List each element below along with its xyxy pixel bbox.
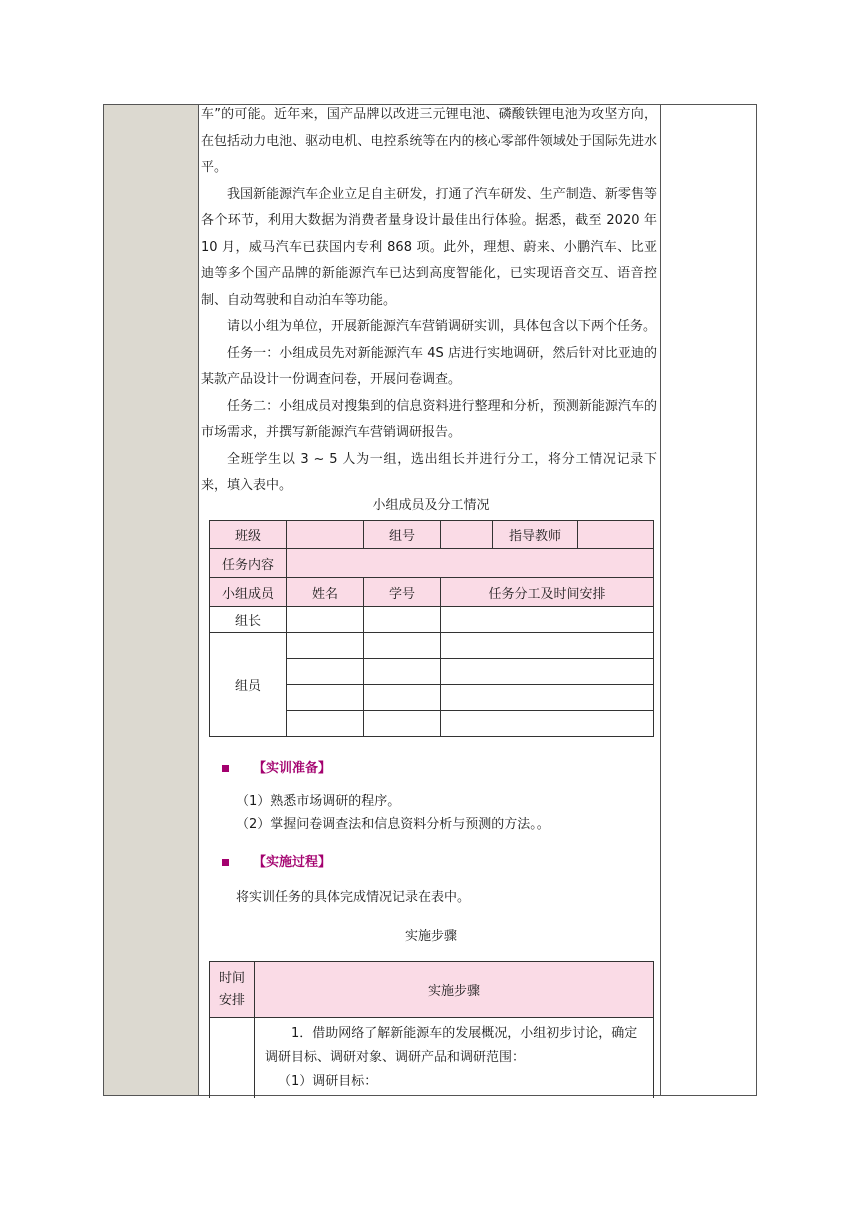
table-cell[interactable]	[287, 711, 364, 737]
left-column	[104, 105, 199, 1095]
process-heading-text: 【实施过程】	[253, 855, 332, 870]
table-cell[interactable]	[364, 711, 441, 737]
prep-item: （1）熟悉市场调研的程序。	[236, 794, 401, 809]
group-no-value[interactable]	[441, 521, 493, 549]
time-header	[210, 962, 255, 1018]
step-1-sub: （1）调研目标：	[278, 1074, 378, 1089]
member-label: 组员	[210, 633, 287, 737]
process-heading	[222, 851, 331, 870]
time-header-text: 时间安排	[218, 970, 245, 1008]
time-cell[interactable]	[210, 1018, 255, 1098]
table-cell[interactable]	[441, 711, 654, 737]
right-column	[660, 105, 756, 1095]
table-cell[interactable]	[364, 685, 441, 711]
name-header: 姓名	[287, 578, 364, 607]
task-label: 任务内容	[210, 549, 287, 578]
members-label: 小组成员	[210, 578, 287, 607]
table-cell[interactable]	[364, 659, 441, 685]
square-bullet-icon	[222, 859, 229, 866]
paragraph: 全班学生以 3 ~ 5 人为一组，选出组长并进行分工，将分工情况记录下来，填入表中。	[201, 451, 657, 493]
steps-header: 实施步骤	[255, 962, 654, 1018]
class-label: 班级	[210, 521, 287, 549]
prep-heading	[222, 757, 331, 776]
table-cell[interactable]	[441, 659, 654, 685]
prep-heading-text: 【实训准备】	[253, 761, 332, 776]
id-header: 学号	[364, 578, 441, 607]
table-cell[interactable]	[441, 685, 654, 711]
task-value[interactable]	[287, 549, 654, 578]
table-cell[interactable]	[364, 633, 441, 659]
steps-table	[209, 961, 654, 1098]
paragraph: 请以小组为单位，开展新能源汽车营销调研实训，具体包含以下两个任务。	[227, 319, 657, 334]
table-cell[interactable]	[441, 633, 654, 659]
main-content	[201, 104, 657, 500]
steps-cell[interactable]	[255, 1018, 654, 1098]
step-1: 1．借助网络了解新能源车的发展概况，小组初步讨论，确定调研目标、调研对象、调研产品和调研范围：	[265, 1026, 638, 1065]
table-cell[interactable]	[287, 607, 364, 633]
group-table-caption: 小组成员及分工情况	[372, 498, 490, 513]
steps-caption: 实施步骤	[404, 929, 457, 944]
division-header: 任务分工及时间安排	[441, 578, 654, 607]
table-cell[interactable]	[441, 607, 654, 633]
paragraph: 任务二：小组成员对搜集到的信息资料进行整理和分析，预测新能源汽车的市场需求，并撰写新能源汽车营销调研报告。	[201, 398, 657, 440]
table-cell[interactable]	[364, 607, 441, 633]
teacher-value[interactable]	[578, 521, 654, 549]
table-cell[interactable]	[287, 633, 364, 659]
table-cell[interactable]	[287, 685, 364, 711]
class-value[interactable]	[287, 521, 364, 549]
teacher-label: 指导教师	[493, 521, 578, 549]
paragraph: 车”的可能。近年来，国产品牌以改进三元锂电池、磷酸铁锂电池为攻坚方向，在包括动力电池、驱动电机、电控系统等在内的核心零部件领域处于国际先进水平。	[201, 107, 657, 175]
table-cell[interactable]	[287, 659, 364, 685]
square-bullet-icon	[222, 765, 229, 772]
process-intro: 将实训任务的具体完成情况记录在表中。	[236, 890, 471, 905]
group-table	[209, 520, 654, 737]
group-no-label: 组号	[364, 521, 441, 549]
paragraph: 我国新能源汽车企业立足自主研发，打通了汽车研发、生产制造、新零售等各个环节，利用大数据为消费者量身设计最佳出行体验。据悉，截至 2020 年 10 月，威马汽车已获国内专利 868 项。此外，理想、蔚来、小鹏汽车、比亚迪等多个国产品牌的新能源汽车已达到高度智能化，已实现语音交互、语音控制、自动驾驶和自动泊车等功能。	[201, 186, 657, 308]
leader-label: 组长	[210, 607, 287, 633]
prep-item: （2）掌握问卷调查法和信息资料分析与预测的方法。。	[236, 817, 550, 832]
paragraph: 任务一：小组成员先对新能源汽车 4S 店进行实地调研，然后针对比亚迪的某款产品设计一份调查问卷，开展问卷调查。	[201, 345, 657, 387]
